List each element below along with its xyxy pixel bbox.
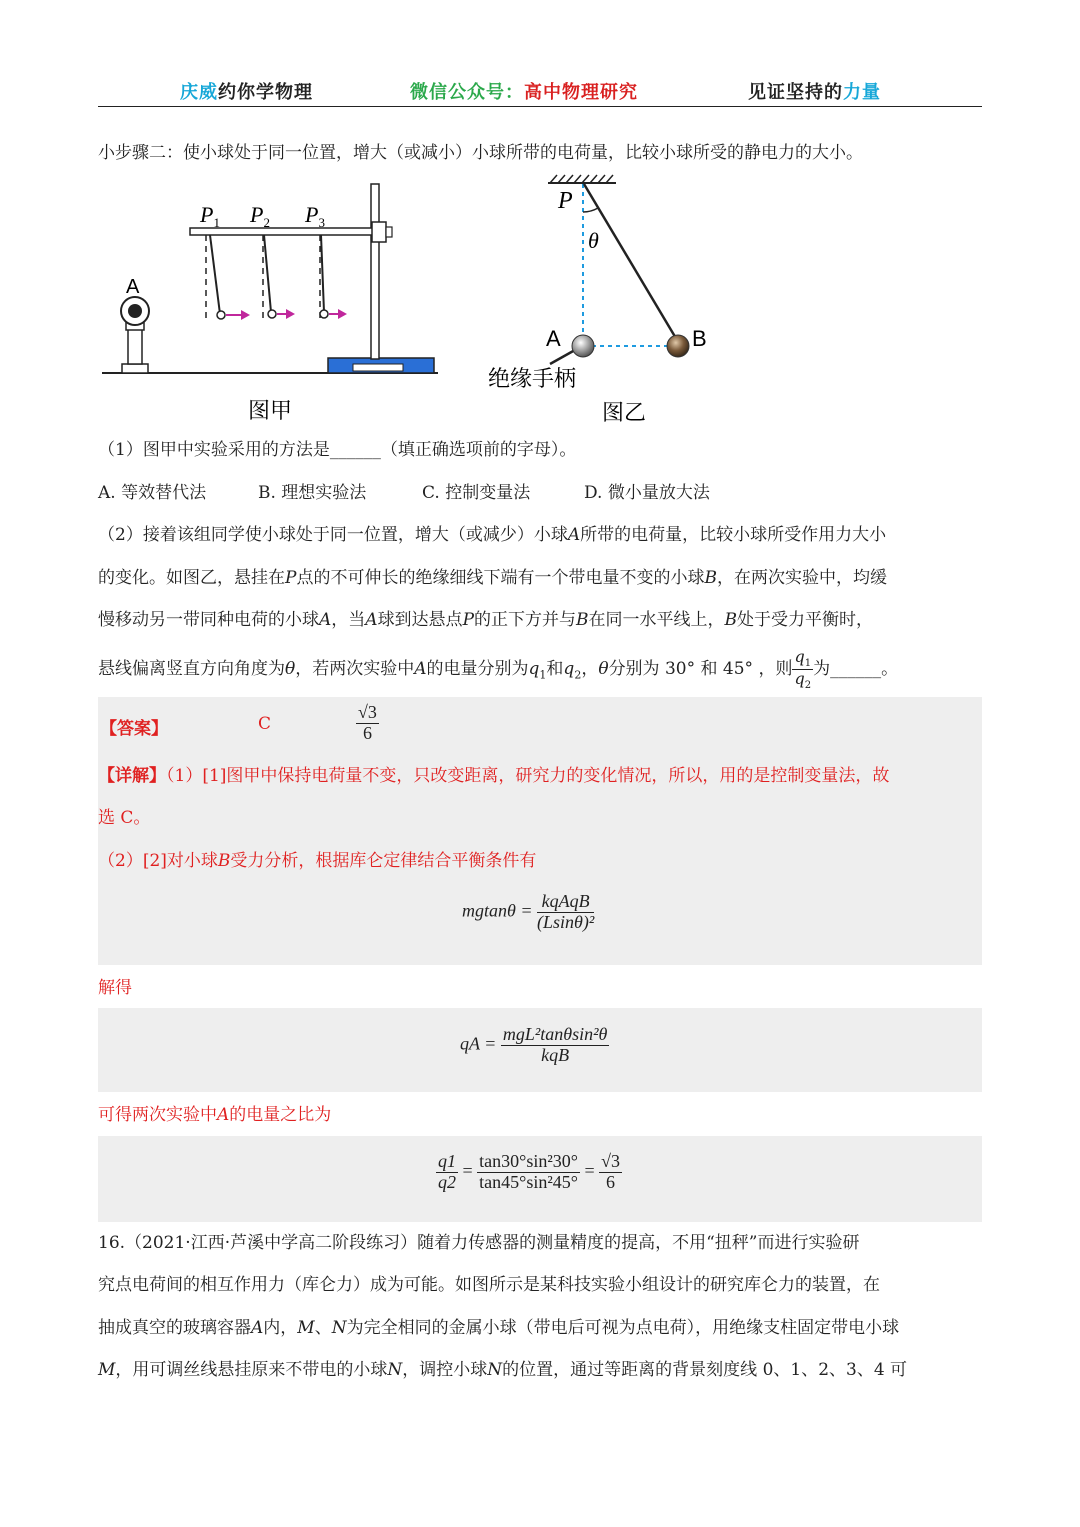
figure-jia-clamp [372,222,386,242]
ratio-label: 可得两次实验中A的电量之比为 [98,1105,332,1125]
figure-jia-pendulum-1 [206,235,250,320]
figure-jia-pendulum-3 [320,235,347,320]
solve-label: 解得 [98,978,132,998]
figure-yi-ball-b [667,335,689,357]
figure-jia-label-p3: $P_3$ [305,202,325,230]
figure-jia-label-a: A [126,276,140,298]
figure-yi-handle-label: 绝缘手柄 [488,367,577,392]
header-right-highlight: 力量 [843,82,881,103]
figure-yi-label-b: B [692,326,707,351]
question-2-line-1: （2）接着该组同学使小球处于同一位置，增大（或减少）小球A所带的电荷量，比较小球所受作用力大小 [98,525,887,545]
header-left-text: 约你学物理 [218,82,313,103]
question-1-options [98,481,982,505]
option-b: B. 理想实验法 [258,483,367,503]
header-divider [98,106,982,107]
equation-3: $\frac{q1}{q2}$ = $\frac{\text{tan30°sin²30°}}{\text{tan45°sin²45°}}$ = $\frac{√3}{6}$ [438,1151,620,1192]
detail-label: 【详解】 [98,766,166,786]
question-2-line-3: 慢移动另一带同种电荷的小球A，当A球到达悬点P的正下方并与B在同一水平线上，B处于受力平衡时， [98,610,874,630]
question-16-line-1: 16.（2021·江西·芦溪中学高二阶段练习）随着力传感器的测量精度的提高，不用“扭秤”而进行实验研 [98,1233,860,1253]
header-right-text: 见证坚持的 [748,82,843,103]
header-middle-name: 高中物理研究 [524,82,638,103]
question-16-line-2: 究点电荷间的相互作用力（库仑力）成为可能。如图所示是某科技实验小组设计的研究库仑力的装置，在 [98,1275,880,1295]
detail-line-2: 选 C。 [98,808,151,828]
figure-jia-label-p1: $P_1$ [200,202,220,230]
figure-yi [480,170,730,435]
figure-jia-pole [371,184,379,359]
figure-yi-handle [550,350,575,364]
header-middle [410,78,638,104]
option-c: C. 控制变量法 [422,483,531,503]
question-1-text: （1）图甲中实验采用的方法是______（填正确选项前的字母）。 [98,440,577,460]
figure-yi-label-p: P [558,188,573,214]
figure-jia-label-p2: $P_2$ [250,202,270,230]
figure-yi-ball-a [572,335,594,357]
header-left [180,78,313,104]
answer-1: C [258,714,272,734]
figure-yi-thread [584,184,677,340]
equation-1: mgtanθ = $\frac{\text{kqAqB}}{\text{(Lsinθ)²}}$ [462,891,595,932]
detail-line-1: 【详解】（1）[1]图甲中保持电荷量不变，只改变距离，研究力的变化情况，所以，用的是控制变量法，故 [98,766,890,786]
figure-yi-angle-arc [583,208,598,212]
answer-2: $\frac{√3}{6}$ [358,702,377,743]
header-left-highlight: 庆威 [180,82,218,103]
figure-jia [98,178,448,428]
option-d: D. 微小量放大法 [584,483,710,503]
figure-yi-caption: 图乙 [602,401,647,426]
intro-line: 小步骤二：使小球处于同一位置，增大（或减小）小球所带的电荷量，比较小球所受的静电力的大小。 [98,143,863,163]
question-2-fraction: $\frac{q_1}{q_2}$ [794,646,812,692]
figure-jia-caption: 图甲 [248,399,293,424]
figure-jia-pendulum-2 [263,235,295,320]
question-2-line-4: 悬线偏离竖直方向角度为θ，若两次实验中A的电量分别为$q_1$和$q_2$，θ分别为 30° 和 45° ，则 $\frac{q_1}{q_2}$ 为______。 [98,646,899,692]
question-16-line-3: 抽成真空的玻璃容器A内，M、N为完全相同的金属小球（带电后可视为点电荷），用绝缘支柱固定带电小球 [98,1318,900,1338]
detail-line-3: （2）[2]对小球B受力分析，根据库仑定律结合平衡条件有 [98,851,537,871]
option-a: A. 等效替代法 [98,483,207,503]
figure-yi-ceiling [548,175,616,183]
header-right [748,78,881,104]
question-16-line-4: M，用可调丝线悬挂原来不带电的小球N，调控小球N的位置，通过等距离的背景刻度线 0、1、2、3、4 可 [98,1360,908,1380]
equation-2: qA = $\frac{\text{mgL²tanθsin²θ}}{\text{kqB}}$ [460,1024,608,1065]
figure-yi-label-a: A [546,326,561,351]
header-middle-label: 微信公众号： [410,82,524,103]
figure-yi-label-theta: θ [588,228,599,253]
figure-jia-base [328,358,434,373]
question-2-line-2: 的变化。如图乙，悬挂在P点的不可伸长的绝缘细线下端有一个带电量不变的小球B，在两次实验中，均缓 [98,568,887,588]
answer-label-bold: 【答案】 [100,719,168,739]
figure-jia-stand [121,297,149,373]
